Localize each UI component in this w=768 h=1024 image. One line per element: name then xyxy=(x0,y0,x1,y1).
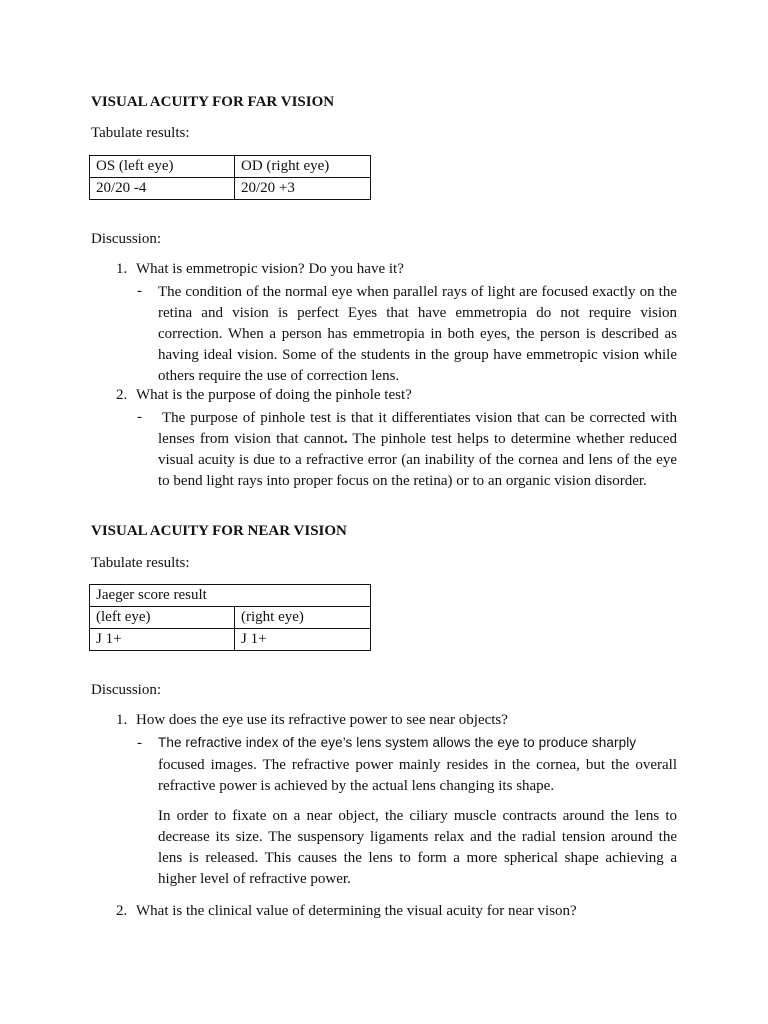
far-tabulate-label: Tabulate results: xyxy=(91,125,190,141)
far-a2-text-part2: The pinhole test helps to determine whether reduced visual acuity is due to a refractive error (an inability of the cornea and lens of the eye to bend light rays into proper focus on the retina) or to an organic vision disorder. xyxy=(158,431,678,489)
far-q2-text: What is the purpose of doing the pinhole test? xyxy=(136,387,412,403)
near-q1-text: How does the eye use its refractive power to see near objects? xyxy=(136,712,508,728)
os-value-cell: 20/20 -4 xyxy=(90,178,235,200)
right-eye-value-cell: J 1+ xyxy=(235,629,371,651)
near-a1-dash: - xyxy=(137,735,142,751)
table-row xyxy=(90,178,371,200)
near-discussion-label: Discussion: xyxy=(91,682,162,698)
table-row xyxy=(90,629,371,651)
far-a1-dash: - xyxy=(137,283,142,299)
near-q2-text: What is the clinical value of determining the visual acuity for near vison? xyxy=(136,903,577,919)
near-results-table xyxy=(89,584,371,651)
near-a1-rest: focused images. The refractive power mainly resides in the cornea, but the overall refractive power is achieved by the actual lens changing its shape. xyxy=(158,757,677,794)
left-eye-value-cell: J 1+ xyxy=(90,629,235,651)
table-row xyxy=(90,607,371,629)
left-eye-header-cell: (left eye) xyxy=(90,607,235,629)
far-a2-bold-period: . xyxy=(343,431,348,447)
table-row xyxy=(90,156,371,178)
near-vision-heading: VISUAL ACUITY FOR NEAR VISION xyxy=(91,523,347,539)
near-q1-number: 1. xyxy=(116,712,128,728)
far-q1-number: 1. xyxy=(116,261,128,277)
os-header-cell: OS (left eye) xyxy=(90,156,235,178)
far-vision-heading: VISUAL ACUITY FOR FAR VISION xyxy=(91,94,335,110)
far-a2-text-part1: The purpose of pinhole test is that it differentiates vision that can be corrected with lenses from vision that cannot xyxy=(158,410,677,447)
near-a1-paragraph2: In order to fixate on a near object, the ciliary muscle contracts around the lens to decrease its size. The suspensory ligaments relax and the radial tension around the lens is released. This causes the lens to form a more spherical shape achieving a higher level of refractive power. xyxy=(158,808,677,887)
od-value-cell: 20/20 +3 xyxy=(235,178,371,200)
right-eye-header-cell: (right eye) xyxy=(235,607,371,629)
far-q2-number: 2. xyxy=(116,387,128,403)
far-discussion-label: Discussion: xyxy=(91,231,162,247)
far-a1-text: The condition of the normal eye when parallel rays of light are focused exactly on the retina and vision is perfect Eyes that have emmetropia do not require vision correction. When a person has emmetropia in both eyes, the person is described as having ideal vision. Some of the students in the group have emmetropic vision while others require the use of correction lens. xyxy=(158,284,677,384)
far-results-table xyxy=(89,155,371,200)
jaeger-title-cell: Jaeger score result xyxy=(90,585,371,607)
near-q2-number: 2. xyxy=(116,903,128,919)
table-row xyxy=(90,585,371,607)
far-q1-text: What is emmetropic vision? Do you have it? xyxy=(136,261,404,277)
far-a2-dash: - xyxy=(137,409,142,425)
far-a2-text xyxy=(158,408,677,492)
od-header-cell: OD (right eye) xyxy=(235,156,371,178)
near-a1-line1: The refractive index of the eye’s lens system allows the eye to produce sharply xyxy=(158,735,637,750)
near-tabulate-label: Tabulate results: xyxy=(91,555,190,571)
